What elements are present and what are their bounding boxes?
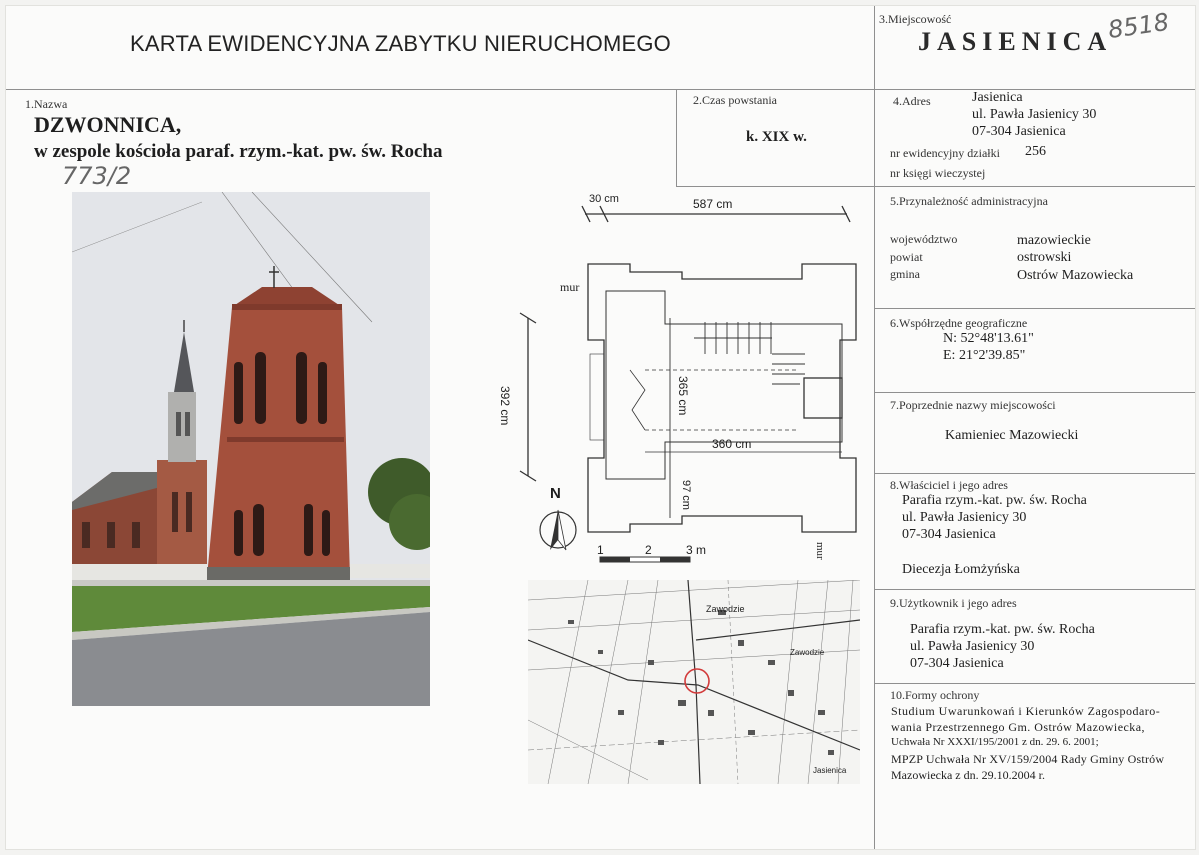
scale-label: 2 — [645, 543, 652, 557]
rule — [676, 89, 677, 186]
dimension-bottom: 97 cm — [680, 480, 692, 510]
object-name: DZWONNICA, — [34, 112, 182, 137]
bell-tower-photo — [72, 192, 430, 706]
latitude: N: 52°48'13.61" — [943, 331, 1034, 346]
user-line: ul. Pawła Jasienicy 30 — [910, 639, 1035, 654]
protection-line: Mazowiecka z dn. 29.10.2004 r. — [891, 768, 1045, 782]
north-label: N — [550, 485, 561, 502]
protection-line: wania Przestrzennego Gm. Ostrów Mazowiecka, — [891, 720, 1145, 734]
user-line: 07-304 Jasienica — [910, 656, 1004, 671]
object-context: w zespole kościoła paraf. rzym.-kat. pw. św. Rocha — [34, 141, 443, 162]
owner-line: Parafia rzym.-kat. pw. św. Rocha — [902, 493, 1087, 508]
owner-line: 07-304 Jasienica — [902, 527, 996, 542]
origin-value: k. XIX w. — [746, 129, 807, 145]
floor-plan — [498, 188, 870, 570]
owner-line: ul. Pawła Jasienicy 30 — [902, 510, 1027, 525]
dimension-top: 587 cm — [693, 197, 733, 211]
rule — [874, 589, 1195, 590]
location-map — [528, 580, 860, 784]
locality-value: JASIENICA — [918, 27, 1113, 56]
map-label: Zawodzie — [790, 648, 825, 657]
administration-label: 5.Przynależność administracyjna — [890, 194, 1048, 208]
former-names-label: 7.Poprzednie nazwy miejscowości — [890, 398, 1056, 412]
longitude: E: 21°2'39.85" — [943, 348, 1026, 363]
rule — [874, 6, 875, 849]
county-value: ostrowski — [1017, 250, 1072, 265]
scale-label: 1 — [597, 543, 604, 557]
voivodeship-label: województwo — [890, 232, 958, 246]
address-line: Jasienica — [972, 90, 1023, 105]
wall-label-top: mur — [560, 280, 580, 294]
former-name-value: Kamieniec Mazowiecki — [945, 428, 1079, 443]
plot-label: nr ewidencyjny działki — [890, 146, 1000, 160]
dimension-inner-horizontal: 360 cm — [712, 437, 752, 451]
user-line: Parafia rzym.-kat. pw. św. Rocha — [910, 622, 1095, 637]
user-label: 9.Użytkownik i jego adres — [890, 596, 1017, 610]
origin-label: 2.Czas powstania — [693, 93, 777, 107]
rule — [676, 186, 874, 187]
handwritten-number: 773/2 — [62, 162, 132, 190]
plan-drawing — [510, 188, 870, 570]
coordinates-label: 6.Współrzędne geograficzne — [890, 316, 1028, 330]
land-register-label: nr księgi wieczystej — [890, 166, 986, 180]
protection-line: Studium Uwarunkowań i Kierunków Zagospodaro- — [891, 704, 1161, 718]
map-drawing — [528, 580, 860, 784]
protection-line: Uchwała Nr XXXI/195/2001 z dn. 29. 6. 2001; — [891, 736, 1099, 748]
map-label: Jasienica — [813, 766, 847, 775]
register-number: 8518 — [1106, 7, 1171, 45]
dimension-top-small: 30 cm — [589, 193, 619, 205]
address-label: 4.Adres — [893, 94, 931, 108]
photo-illustration — [72, 192, 430, 706]
map-label: Zawodzie — [706, 604, 745, 614]
owner-label: 8.Właściciel i jego adres — [890, 478, 1008, 492]
locality-label: 3.Miejscowość — [879, 12, 952, 26]
scale-label: 3 m — [686, 543, 707, 557]
protection-line: MPZP Uchwała Nr XV/159/2004 Rady Gminy Ostrów — [891, 752, 1165, 766]
dimension-inner-vertical: 365 cm — [676, 376, 690, 416]
rule — [874, 473, 1195, 474]
rule — [6, 89, 874, 90]
address-line: ul. Pawła Jasienicy 30 — [972, 107, 1097, 122]
commune-label: gmina — [890, 267, 920, 281]
protection-label: 10.Formy ochrony — [890, 688, 980, 702]
county-label: powiat — [890, 250, 923, 264]
address-line: 07-304 Jasienica — [972, 124, 1066, 139]
commune-value: Ostrów Mazowiecka — [1017, 268, 1134, 283]
rule — [874, 89, 1195, 90]
diocese: Diecezja Łomżyńska — [902, 562, 1020, 577]
plot-value: 256 — [1025, 144, 1046, 159]
name-label: 1.Nazwa — [25, 97, 68, 111]
rule — [874, 392, 1195, 393]
rule — [874, 308, 1195, 309]
voivodeship-value: mazowieckie — [1017, 233, 1091, 248]
rule — [874, 683, 1195, 684]
rule — [874, 186, 1195, 187]
wall-label-bottom: mur — [814, 542, 826, 560]
card-title: KARTA EWIDENCYJNA ZABYTKU NIERUCHOMEGO — [130, 31, 671, 56]
dimension-left: 392 cm — [498, 386, 512, 426]
